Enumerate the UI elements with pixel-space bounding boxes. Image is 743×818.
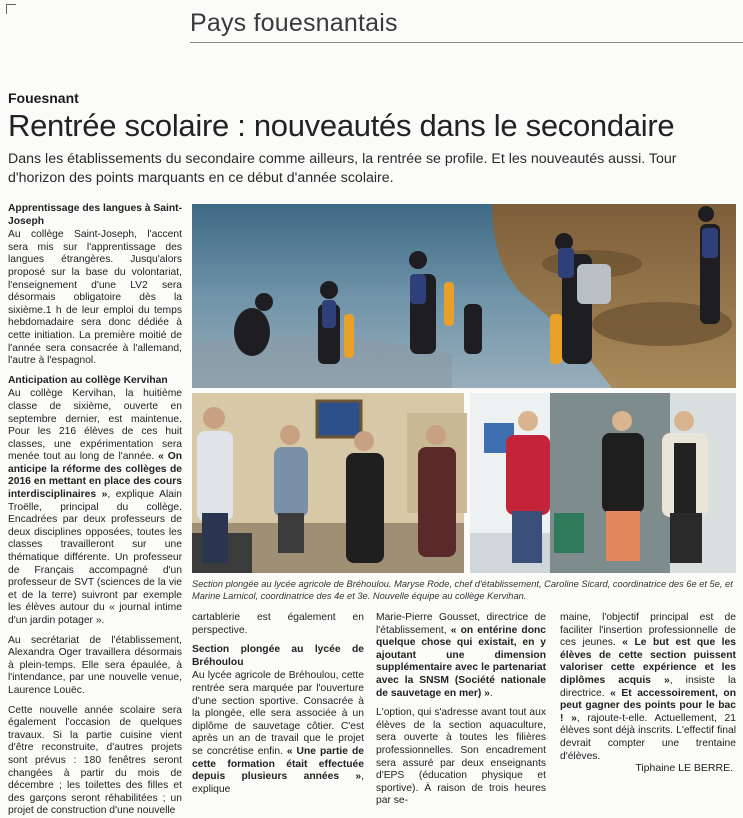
quote-brehoulou: « Une partie de cette formation était effectuée depuis plusieurs années » <box>192 745 364 783</box>
article-headline: Rentrée scolaire : nouveautés dans le secondaire <box>8 108 675 143</box>
section-header <box>0 0 743 40</box>
section-title: Pays fouesnantais <box>190 9 398 37</box>
section-rule <box>190 42 743 43</box>
paragraph-cartablerie: cartablerie est également en perspective. <box>192 612 364 636</box>
photo-college-kervihan <box>192 393 464 573</box>
paragraph-secretariat: Au secrétariat de l'établissement, Alexandra Oger travaillera désormais à plein-temps. Elle sera épaulée, à l'intendance, par une nouvelle venue, Laurence Louëc. <box>8 634 182 696</box>
quote-gousset: « on entérine donc quelque chose qui existait, en y ajoutant une dimension supplémentaire avec le partenariat avec la SNSM (Société nationale de sauvetage en mer) » <box>376 624 546 699</box>
quote-kervihan: « On anticipe la réforme des collèges de 2016 en mettant en place des cours interdisciplinaires » <box>8 451 183 501</box>
paragraph-saint-joseph: Au collège Saint-Joseph, l'accent sera mis sur l'apprentissage des langues étrangères. Jusqu'alors proposé sur la base du volontariat, l'enseignement d'une LV2 sera désormais obligatoire dès la sixième.1 h de leur emploi du temps hebdomadaire sera donc dédiée à cette initiation. La première moitié de l'année sera consacrée à l'allemand, l'autre à l'espagnol. <box>8 229 182 367</box>
subhead-langues: Apprentissage des langues à Saint-Joseph <box>8 203 182 227</box>
quote-bac: « Et accessoirement, on peut gagner des points pour le bac ! » <box>560 687 736 724</box>
article-column-4 <box>560 612 736 763</box>
article-column-1 <box>8 203 182 818</box>
paragraph-objectif: maine, l'objectif principal est de faciliter l'insertion professionnelle de ces jeunes. « Le but est que les élèves de cette section puissent valoriser cette expérience et les diplômes acquis », insiste la directrice. « Et accessoirement, on peut gagner des points pour le bac ! », rajoute-t-elle. Actuellement, 21 élèves sont déjà inscrits. L'effectif final devrait compter une trentaine d'élèves. <box>560 612 736 762</box>
article-kicker: Fouesnant <box>8 90 79 106</box>
paragraph-kervihan: Au collège Kervihan, la huitième classe de sixième, ouverte en septembre dernier, est maintenue. Pour les 216 élèves de ces huit classes, une expérimentation sera menée tout au long de l'année. « On anticipe la réforme des collèges de 2016 en mettant en place des cours interdisciplinaires », explique Alain Troëlle, principal du collège. Encadrées par deux professeurs de deux disciplines opposées, toutes les classes travailleront sur une thématique différente. Un professeur de Français accompagné d'un professeur de SVT (sciences de la vie et de la terre) suivront par exemple les élèves autour du « journal intime d'un jardin potager ». <box>8 388 183 626</box>
article-column-3 <box>376 612 546 808</box>
photo-divers <box>192 204 736 388</box>
paragraph-option: L'option, qui s'adresse avant tout aux élèves de la section aquaculture, sera ouverte à toutes les filières professionnelles. Son encadrement sera assuré par deux enseignants d'EPS (éducation physique et sportive). À raison de trois heures par se- <box>376 707 546 807</box>
photo-caption: Section plongée au lycée agricole de Bréhoulou. Maryse Rode, chef d'établissement, Caroline Sicard, coordinatrice des 6e et 5e, et Marine Larnicol, coordinatrice des 4e et 3e. Nouvelle équipe au collège Kervihan. <box>192 579 733 601</box>
paragraph-travaux: Cette nouvelle année scolaire sera également l'occasion de quelques travaux. Si la partie cuisine vient d'être reconstruite, d'autres projets sont prévus : 180 fenêtres seront changées à partir du mois de décembre ; les toilettes des filles et des garçons seront réhabilitées ; un projet de construction d'une nouvelle <box>8 704 182 817</box>
article-deck: Dans les établissements du secondaire comme ailleurs, la rentrée se profile. Et les nouveautés aussi. Tour d'horizon des points marquants en ce début d'année scolaire. <box>8 151 677 186</box>
photo-lycee-brehoulou <box>470 393 736 573</box>
quote-objectif: « Le but est que les élèves de cette section puissent valoriser cette expérience et les diplômes acquis » <box>560 637 736 686</box>
paragraph-gousset: Marie-Pierre Gousset, directrice de l'établissement, « on entérine donc quelque chose qui existait, en y ajoutant une dimension supplémentaire avec le partenariat avec la SNSM (Société nationale de sauvetage en mer) ». <box>376 612 546 699</box>
subhead-plongee: Section plongée au lycée de Bréhoulou <box>192 644 364 668</box>
article-column-2 <box>192 612 364 796</box>
subhead-kervihan: Anticipation au collège Kervihan <box>8 374 168 386</box>
author-signature: Tiphaine LE BERRE. <box>635 762 733 774</box>
paragraph-brehoulou: Au lycée agricole de Bréhoulou, cette rentrée sera marquée par l'ouverture d'une section sportive. Consacrée à la plongée, elle sera associée à un diplôme de sauvetage côtier. C'est après un an de travail que le projet se concrétise enfin. « Une partie de cette formation était effectuée depuis plusieurs années », explique <box>192 670 364 795</box>
